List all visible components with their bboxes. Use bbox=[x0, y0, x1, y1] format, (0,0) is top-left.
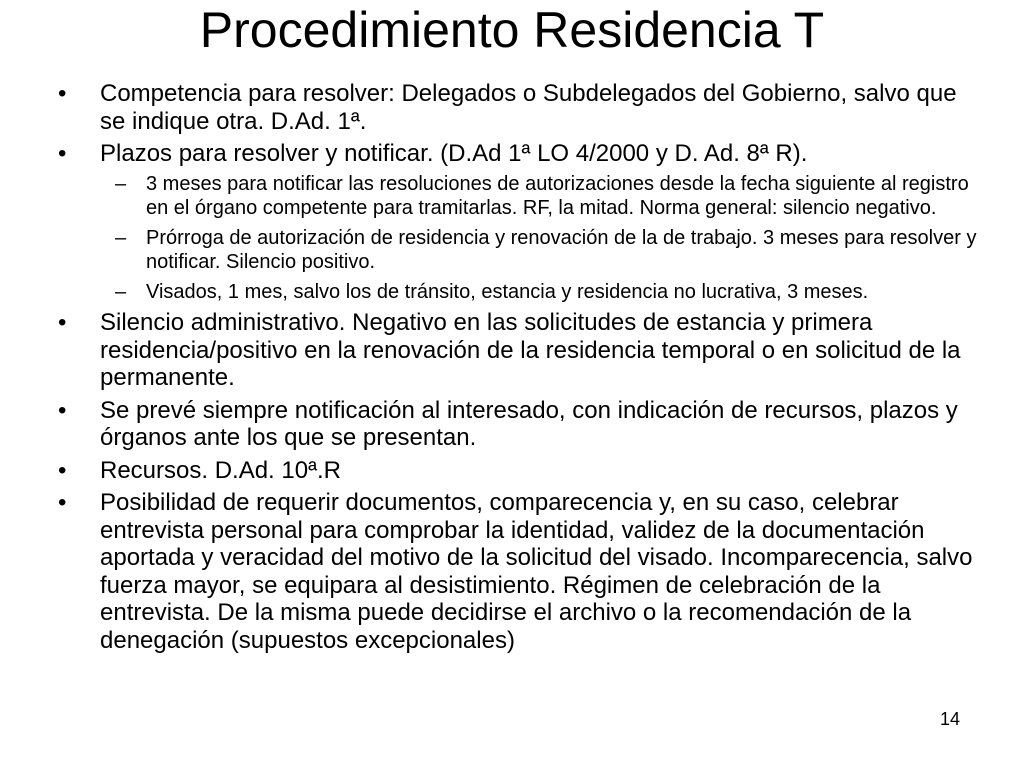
sub-item-notificar bbox=[100, 172, 978, 221]
bullet-text: Posibilidad de requerir documentos, comparecencia y, en su caso, celebrar entrevista personal para comprobar la identidad, validez de la documentación aportada y veracidad del motivo de la solicitud del visado. Incomparecencia, salvo fuerza mayor, se equipara al desistimiento. Régimen de celebración de la entrevista. De la misma puede decidirse el archivo o la recomendación de la denegación (supuestos excepcionales) bbox=[100, 489, 973, 654]
bullet-item-recursos bbox=[58, 457, 978, 485]
sub-bullet-marker: – bbox=[115, 172, 127, 195]
bullet-text: Recursos. D.Ad. 10ª.R bbox=[100, 456, 341, 484]
sub-bullet-marker: – bbox=[115, 226, 127, 249]
page-number: 14 bbox=[940, 709, 961, 729]
bullet-item-plazos bbox=[58, 140, 978, 168]
bullet-marker: • bbox=[58, 80, 67, 107]
bullet-text: Competencia para resolver: Delegados o Subdelegados del Gobierno, salvo que se indique otra. D.Ad. 1ª. bbox=[100, 80, 957, 135]
bullet-text: Plazos para resolver y notificar. (D.Ad 1ª LO 4/2000 y D. Ad. 8ª R). bbox=[100, 140, 808, 167]
bullet-text: Silencio administrativo. Negativo en las solicitudes de estancia y primera residencia/positivo en la renovación de la residencia temporal o en solicitud de la permanente. bbox=[100, 309, 961, 391]
bullet-item-silencio bbox=[58, 309, 978, 392]
sub-item-prorroga bbox=[100, 226, 978, 275]
bullet-marker: • bbox=[58, 456, 67, 484]
sub-item-visados bbox=[100, 280, 978, 305]
sub-bullet-text: Visados, 1 mes, salvo los de tránsito, estancia y residencia no lucrativa, 3 meses. bbox=[146, 280, 869, 303]
bullet-text: Se prevé siempre notificación al interesado, con indicación de recursos, plazos y órganos ante los que se presentan. bbox=[100, 396, 958, 451]
bullet-item-posibilidad bbox=[58, 489, 978, 654]
sub-bullet-text: 3 meses para notificar las resoluciones de autorizaciones desde la fecha siguiente al registro en el órgano competente para tramitarlas. RF, la mitad. Norma general: silencio negativo. bbox=[146, 172, 969, 219]
bullet-marker: • bbox=[58, 396, 67, 424]
bullet-list-continued bbox=[58, 309, 978, 654]
bullet-marker: • bbox=[58, 309, 67, 336]
bullet-marker: • bbox=[58, 489, 67, 516]
slide-content bbox=[58, 80, 978, 659]
bullet-item-competencia bbox=[58, 80, 978, 135]
sub-bullet-marker: – bbox=[115, 280, 127, 303]
sub-bullet-text: Prórroga de autorización de residencia y renovación de la de trabajo. 3 meses para resolver y notificar. Silencio positivo. bbox=[146, 226, 977, 273]
sub-bullet-list bbox=[100, 172, 978, 305]
bullet-item-notificacion bbox=[58, 397, 978, 452]
bullet-list bbox=[58, 80, 978, 168]
slide-title: Procedimiento Residencia T bbox=[199, 2, 825, 58]
bullet-marker: • bbox=[58, 140, 67, 167]
sub-list bbox=[100, 172, 978, 305]
